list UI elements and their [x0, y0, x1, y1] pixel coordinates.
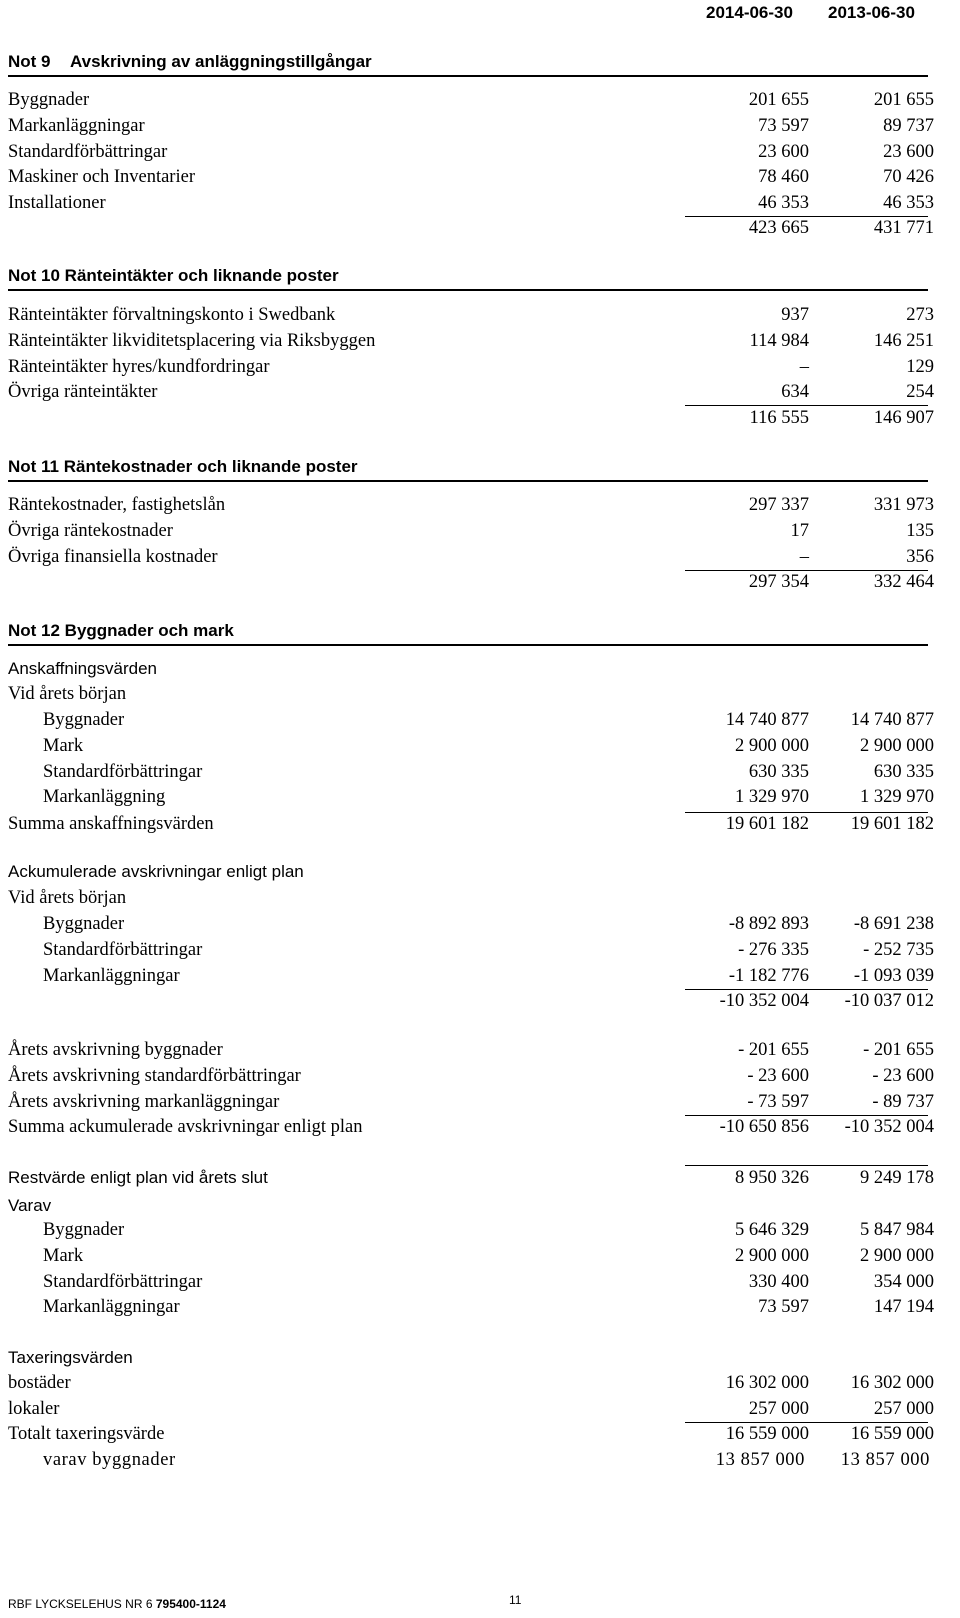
- note-10-total-2014: 116 555: [749, 408, 809, 428]
- note-10-row-label: Ränteintäkter likviditetsplacering via Riksbyggen: [8, 330, 376, 351]
- tax-heading: Taxeringsvärden: [8, 1348, 133, 1367]
- depreciation-sum-rule: [685, 1115, 928, 1116]
- residual-row-2013: 147 194: [873, 1297, 934, 1318]
- note-11-total-rule: [685, 570, 928, 571]
- note-9-row-2014: 73 597: [758, 115, 809, 136]
- note-10-title-rule: [8, 289, 928, 291]
- note-12-title: Not 12 Byggnader och mark: [8, 621, 234, 640]
- note-10-row-label: Övriga ränteintäkter: [8, 382, 158, 403]
- footer-org-number: 795400-1124: [155, 1597, 226, 1611]
- tax-varav-label: varav byggnader: [43, 1450, 176, 1470]
- note-10-row-2014: 634: [781, 382, 809, 403]
- note-11-row: [0, 495, 960, 519]
- tax-row-2014: 257 000: [748, 1398, 809, 1419]
- note-9-row: [0, 116, 960, 140]
- depreciation-subtotal-2014: -10 352 004: [719, 991, 809, 1011]
- tax-total: [0, 1424, 960, 1448]
- depreciation-start-label: Vid årets början: [8, 888, 127, 908]
- note-11-title: Not 11 Räntekostnader och liknande poster: [8, 457, 358, 476]
- depreciation-row-2013: -1 093 039: [853, 965, 934, 986]
- residual-row-label: Standardförbättringar: [43, 1271, 203, 1292]
- note-10-row: [0, 305, 960, 329]
- note-9-row-2014: 78 460: [758, 167, 809, 188]
- residual-row-2014: 5 646 329: [735, 1220, 809, 1240]
- tax-total-2013: 16 559 000: [850, 1424, 934, 1444]
- residual-row-label: Mark: [43, 1245, 84, 1266]
- column-header-2014: 2014-06-30: [706, 3, 793, 22]
- note-11-row: [0, 547, 960, 571]
- note-9-row-2013: 89 737: [883, 115, 934, 136]
- residual-varav: Varav: [8, 1196, 52, 1215]
- tax-row-label: lokaler: [8, 1398, 60, 1419]
- note-11-row-2014: –: [799, 546, 809, 567]
- tax-row-label: bostäder: [8, 1373, 71, 1393]
- acquisition-sum-2014: 19 601 182: [725, 814, 809, 834]
- note-9-total-rule: [685, 216, 928, 217]
- note-11-row-2013: 331 973: [873, 495, 934, 515]
- acquisition-row-label: Markanläggning: [43, 787, 166, 808]
- note-10-row-2013: 273: [906, 305, 934, 325]
- acquisition-heading: Anskaffningsvärden: [8, 659, 158, 678]
- acquisition-sum-label: Summa anskaffningsvärden: [8, 814, 214, 834]
- acquisition-row: [0, 736, 960, 760]
- depreciation-subtotal: [0, 991, 960, 1015]
- depreciation-row-2014: -8 892 893: [728, 914, 809, 934]
- year-depreciation-row: [0, 1092, 960, 1116]
- note-12-title-rule: [8, 644, 928, 646]
- tax-varav-buildings: [0, 1450, 960, 1474]
- note-9-row-label: Installationer: [8, 193, 106, 214]
- tax-varav-2014: 13 857 000: [715, 1450, 805, 1470]
- note-9-row-2013: 46 353: [883, 193, 934, 214]
- residual-2013: 9 249 178: [860, 1168, 934, 1188]
- residual-row: [0, 1297, 960, 1321]
- note-9-row-2014: 23 600: [758, 141, 809, 162]
- note-11-row-2014: 297 337: [748, 495, 809, 515]
- note-10-row-label: Ränteintäkter hyres/kundfordringar: [8, 356, 270, 377]
- note-10-total: [0, 408, 960, 432]
- depreciation-row-label: Markanläggningar: [43, 965, 180, 986]
- tax-row-2013: 16 302 000: [850, 1373, 934, 1393]
- residual-row-2013: 354 000: [873, 1271, 934, 1292]
- note-11-row-label: Räntekostnader, fastighetslån: [8, 495, 226, 515]
- note-9-row-2013: 201 655: [873, 90, 934, 110]
- depreciation-row: [0, 940, 960, 964]
- depreciation-row-label: Byggnader: [43, 914, 125, 934]
- depreciation-subtotal-rule: [685, 989, 928, 990]
- residual-row: [0, 1246, 960, 1270]
- note-11-total-2013: 332 464: [873, 572, 934, 592]
- residual-value: [0, 1168, 960, 1192]
- note-9-row: [0, 193, 960, 217]
- acquisition-row-2013: 2 900 000: [860, 735, 934, 756]
- acquisition-row-2014: 14 740 877: [725, 710, 809, 730]
- note-9-row-2013: 23 600: [883, 141, 934, 162]
- note-11-row-2013: 356: [906, 546, 934, 567]
- note-11-total-2014: 297 354: [748, 572, 809, 592]
- acquisition-start: [0, 684, 960, 708]
- note-9-title-rule: [8, 75, 928, 77]
- note-11-row-label: Övriga räntekostnader: [8, 520, 173, 541]
- residual-label: Restvärde enligt plan vid årets slut: [8, 1168, 268, 1187]
- acquisition-row: [0, 710, 960, 734]
- note-10-row-2013: 129: [906, 356, 934, 377]
- note-10-row-2014: 937: [781, 305, 809, 325]
- note-10-row: [0, 382, 960, 406]
- acquisition-row-2013: 630 335: [873, 761, 934, 782]
- depreciation-sum: [0, 1117, 960, 1141]
- note-11-total: [0, 572, 960, 596]
- depreciation-subtotal-2013: -10 037 012: [844, 991, 934, 1011]
- year-depreciation-row-label: Årets avskrivning markanläggningar: [8, 1091, 280, 1112]
- year-depreciation-row-2014: - 73 597: [747, 1091, 809, 1112]
- depreciation-start: [0, 888, 960, 912]
- tax-total-rule: [685, 1422, 928, 1423]
- note-10-total-2013: 146 907: [873, 408, 934, 428]
- depreciation-sum-label: Summa ackumulerade avskrivningar enligt plan: [8, 1117, 363, 1137]
- acquisition-row-2013: 1 329 970: [860, 787, 934, 808]
- acquisition-row-label: Mark: [43, 735, 84, 756]
- residual-rule: [685, 1165, 928, 1166]
- note-10-row-label: Ränteintäkter förvaltningskonto i Swedbank: [8, 305, 336, 325]
- note-10-row: [0, 357, 960, 381]
- note-11-title-rule: [8, 480, 928, 482]
- acquisition-sum: [0, 814, 960, 838]
- tax-varav-2013: 13 857 000: [840, 1450, 930, 1470]
- footer-org-name: RBF LYCKSELEHUS NR 6: [8, 1597, 153, 1611]
- residual-row-2014: 330 400: [748, 1271, 809, 1292]
- residual-row-2014: 2 900 000: [735, 1245, 809, 1266]
- tax-row-2013: 257 000: [873, 1398, 934, 1419]
- acquisition-row-2014: 2 900 000: [735, 735, 809, 756]
- acquisition-row-label: Standardförbättringar: [43, 761, 203, 782]
- note-9-row-2014: 46 353: [758, 193, 809, 214]
- year-depreciation-row-2014: - 23 600: [747, 1065, 809, 1086]
- depreciation-row-label: Standardförbättringar: [43, 939, 203, 960]
- acquisition-row: [0, 787, 960, 811]
- note-11-row-label: Övriga finansiella kostnader: [8, 546, 218, 567]
- note-9-row: [0, 142, 960, 166]
- note-10-row-2014: 114 984: [749, 330, 809, 351]
- year-depreciation-row-label: Årets avskrivning standardförbättringar: [8, 1065, 301, 1086]
- depreciation-row-2014: -1 182 776: [728, 965, 809, 986]
- acquisition-sum-rule: [685, 812, 928, 813]
- acquisition-row: [0, 762, 960, 786]
- note-10-row-2013: 254: [906, 382, 934, 403]
- acquisition-row-2014: 1 329 970: [735, 787, 809, 808]
- depreciation-row: [0, 914, 960, 938]
- tax-row-2014: 16 302 000: [725, 1373, 809, 1393]
- year-depreciation-row-2013: - 23 600: [872, 1065, 934, 1086]
- year-depreciation-row: [0, 1066, 960, 1090]
- note-9-row-2014: 201 655: [748, 90, 809, 110]
- residual-row-2013: 5 847 984: [860, 1220, 934, 1240]
- footer-organization: [8, 1597, 226, 1611]
- tax-total-label: Totalt taxeringsvärde: [8, 1424, 165, 1444]
- note-9-row: [0, 167, 960, 191]
- note-9-row: [0, 90, 960, 114]
- residual-row-2014: 73 597: [758, 1297, 809, 1318]
- note-9-row-label: Markanläggningar: [8, 115, 145, 136]
- depreciation-heading: Ackumulerade avskrivningar enligt plan: [8, 862, 304, 881]
- note-9-title: Avskrivning av anläggningstillgångar: [70, 52, 372, 71]
- year-depreciation-row-2013: - 201 655: [863, 1040, 934, 1060]
- year-depreciation-row-2014: - 201 655: [738, 1040, 809, 1060]
- residual-row: [0, 1272, 960, 1296]
- note-11-row-2013: 135: [906, 520, 934, 541]
- note-10-total-rule: [685, 405, 928, 406]
- residual-2014: 8 950 326: [735, 1168, 809, 1188]
- note-9-total: [0, 218, 960, 242]
- column-header-2013: 2013-06-30: [828, 3, 915, 22]
- note-10-title: Not 10 Ränteintäkter och liknande poster: [8, 266, 339, 285]
- year-depreciation-row-label: Årets avskrivning byggnader: [8, 1040, 223, 1060]
- note-9-total-2013: 431 771: [873, 218, 934, 238]
- acquisition-start-label: Vid årets början: [8, 684, 127, 704]
- note-10-row-2014: –: [799, 356, 809, 377]
- note-9-row-2013: 70 426: [883, 167, 934, 188]
- residual-row: [0, 1220, 960, 1244]
- note-11-row: [0, 521, 960, 545]
- depreciation-sum-2014: -10 650 856: [719, 1117, 809, 1137]
- residual-row-label: Byggnader: [43, 1220, 125, 1240]
- acquisition-row-2014: 630 335: [748, 761, 809, 782]
- tax-total-2014: 16 559 000: [725, 1424, 809, 1444]
- residual-row-label: Markanläggningar: [43, 1297, 180, 1318]
- depreciation-row-2013: - 252 735: [863, 939, 934, 960]
- note-9-row-label: Maskiner och Inventarier: [8, 167, 195, 188]
- note-9-row-label: Standardförbättringar: [8, 141, 168, 162]
- note-11-row-2014: 17: [790, 520, 809, 541]
- page-number: 11: [509, 1593, 522, 1607]
- note-10-row: [0, 331, 960, 355]
- depreciation-sum-2013: -10 352 004: [844, 1117, 934, 1137]
- note-9-number: Not 9: [8, 52, 51, 71]
- tax-row: [0, 1399, 960, 1423]
- residual-row-2013: 2 900 000: [860, 1245, 934, 1266]
- depreciation-row-2014: - 276 335: [738, 939, 809, 960]
- depreciation-row: [0, 966, 960, 990]
- note-9-row-label: Byggnader: [8, 90, 90, 110]
- tax-row: [0, 1373, 960, 1397]
- acquisition-row-label: Byggnader: [43, 710, 125, 730]
- note-10-row-2013: 146 251: [873, 330, 934, 351]
- acquisition-sum-2013: 19 601 182: [850, 814, 934, 834]
- note-9-total-2014: 423 665: [748, 218, 809, 238]
- year-depreciation-row: [0, 1040, 960, 1064]
- depreciation-row-2013: -8 691 238: [853, 914, 934, 934]
- acquisition-row-2013: 14 740 877: [850, 710, 934, 730]
- year-depreciation-row-2013: - 89 737: [872, 1091, 934, 1112]
